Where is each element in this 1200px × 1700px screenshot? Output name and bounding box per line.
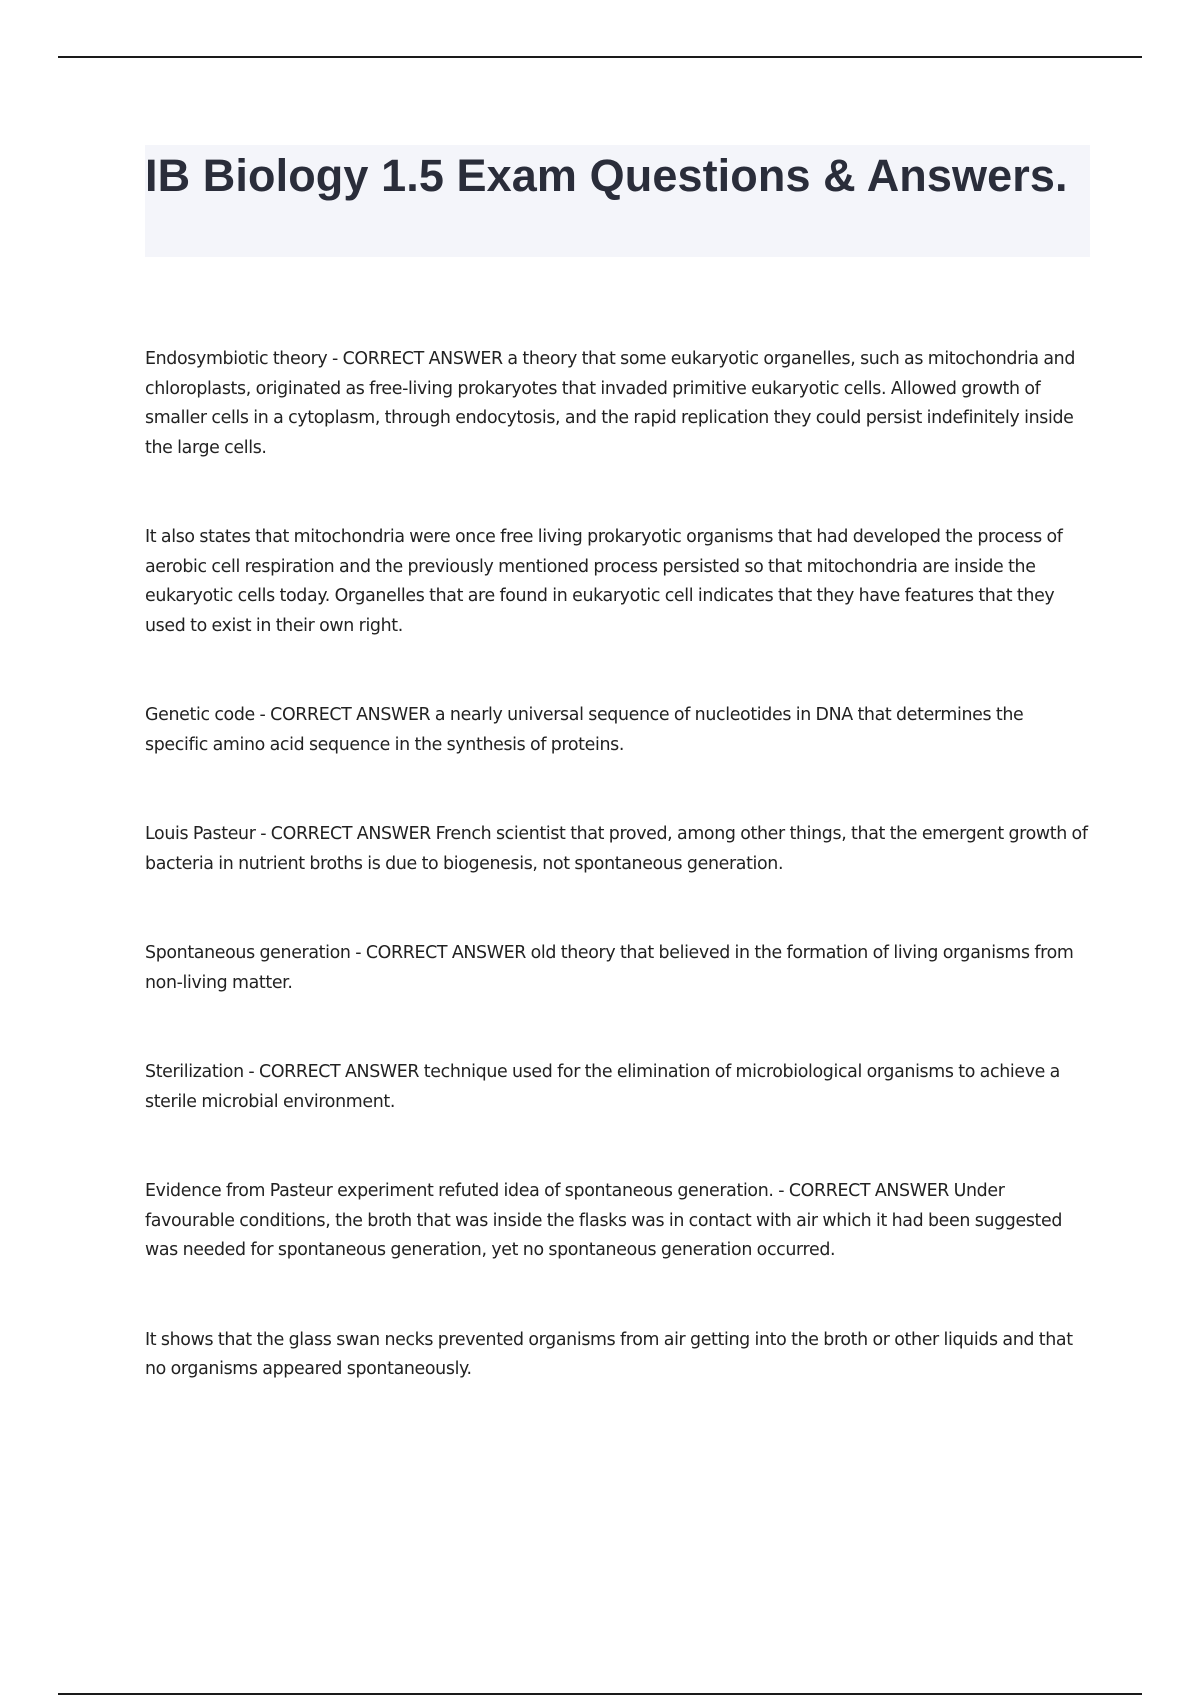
qa-paragraph: Spontaneous generation - CORRECT ANSWER old theory that believed in the formation of living organisms from non-living matter. — [145, 943, 1074, 993]
qa-paragraph: Sterilization - CORRECT ANSWER technique used for the elimination of microbiological organisms to achieve a sterile microbial environment. — [145, 1062, 1060, 1112]
qa-paragraph: Endosymbiotic theory - CORRECT ANSWER a theory that some eukaryotic organelles, such as mitochondria and chloroplasts, originated as free-living prokaryotes that invaded primitive eukaryotic cells. Allowed growth of smaller cells in a cytoplasm, through endocytosis, and the rapid replication they could persist indefinitely inside the large cells. — [145, 349, 1076, 458]
qa-paragraph: Louis Pasteur - CORRECT ANSWER French scientist that proved, among other things, that the emergent growth of bacteria in nutrient broths is due to biogenesis, not spontaneous generation. — [145, 824, 1088, 874]
top-rule — [58, 56, 1142, 58]
qa-content — [145, 345, 1090, 1385]
title-banner — [145, 145, 1090, 257]
qa-paragraph: Evidence from Pasteur experiment refuted idea of spontaneous generation. - CORRECT ANSWER Under favourable conditions, the broth that was inside the flasks was in contact with air which it had been suggested was needed for spontaneous generation, yet no spontaneous generation occurred. — [145, 1181, 1063, 1260]
qa-paragraph: It also states that mitochondria were once free living prokaryotic organisms that had developed the process of aerobic cell respiration and the previously mentioned process persisted so that mitochondria are inside the eukaryotic cells today. Organelles that are found in eukaryotic cell indicates that they have features that they used to exist in their own right. — [145, 527, 1063, 636]
qa-paragraph: Genetic code - CORRECT ANSWER a nearly universal sequence of nucleotides in DNA that determines the specific amino acid sequence in the synthesis of proteins. — [145, 705, 1024, 755]
bottom-rule — [58, 1693, 1142, 1695]
page-title: IB Biology 1.5 Exam Questions & Answers. — [145, 150, 1068, 201]
qa-paragraph: It shows that the glass swan necks prevented organisms from air getting into the broth or other liquids and that no organisms appeared spontaneously. — [145, 1329, 1073, 1379]
